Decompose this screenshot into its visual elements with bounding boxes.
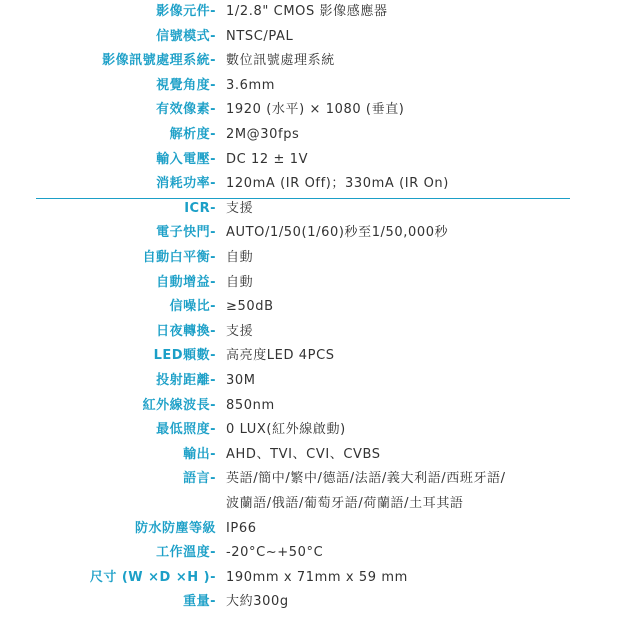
spec-row xyxy=(0,443,620,467)
spec-label: 信噪比- xyxy=(169,299,216,315)
spec-value: IP66 xyxy=(226,520,257,536)
spec-value: 支援 xyxy=(226,200,254,216)
spec-row xyxy=(0,566,620,590)
spec-row xyxy=(0,418,620,442)
spec-row xyxy=(0,394,620,418)
spec-row xyxy=(0,123,620,147)
spec-label: 影像元件- xyxy=(156,4,216,19)
spec-label: 輸入電壓- xyxy=(156,151,216,167)
spec-row xyxy=(0,221,620,245)
spec-value: 支援 xyxy=(226,323,254,339)
spec-row xyxy=(0,590,620,614)
spec-value: 大約300g xyxy=(226,594,289,610)
spec-value: 自動 xyxy=(226,250,254,265)
spec-label: 投射距離- xyxy=(156,373,216,388)
spec-label: 防水防塵等級 xyxy=(134,520,216,536)
spec-label: 最低照度- xyxy=(156,422,216,438)
spec-value: 英語/簡中/繁中/德語/法語/義大利語/西班牙語/ xyxy=(226,471,506,487)
spec-row xyxy=(0,517,620,541)
spec-label: ICR- xyxy=(184,200,216,216)
spec-row xyxy=(0,197,620,221)
spec-label: 尺寸 (W ×D ×H )- xyxy=(89,569,216,585)
spec-value: NTSC/PAL xyxy=(226,28,294,44)
spec-value: 0 LUX(紅外線啟動) xyxy=(226,422,346,438)
spec-label: 影像訊號處理系統- xyxy=(102,53,216,69)
spec-value: 1920 (水平) × 1080 (垂直) xyxy=(226,102,405,118)
spec-value: 1/2.8" CMOS 影像感應器 xyxy=(226,4,388,19)
spec-value: 3.6mm xyxy=(226,77,276,93)
spec-value: 120mA (IR Off)；330mA (IR On) xyxy=(226,176,449,192)
spec-label: 自動白平衡- xyxy=(142,250,216,265)
spec-label: 紅外線波長- xyxy=(142,397,216,413)
spec-row xyxy=(0,49,620,73)
spec-row xyxy=(0,492,620,516)
spec-label: 自動增益- xyxy=(156,274,216,290)
spec-value: -20°C~+50°C xyxy=(226,545,324,561)
spec-row xyxy=(0,74,620,98)
section-divider xyxy=(36,198,570,199)
spec-row xyxy=(0,320,620,344)
spec-row xyxy=(0,0,620,24)
spec-value: 30M xyxy=(226,373,256,388)
spec-label: 電子快門- xyxy=(156,225,216,241)
spec-row xyxy=(0,172,620,196)
spec-label: 有效像素- xyxy=(156,102,216,118)
spec-row xyxy=(0,295,620,319)
spec-value: 波蘭語/俄語/葡萄牙語/荷蘭語/土耳其語 xyxy=(226,496,464,511)
spec-value: ≥50dB xyxy=(226,299,274,315)
spec-label: 輸出- xyxy=(183,446,216,462)
spec-value: AUTO/1/50(1/60)秒至1/50,000秒 xyxy=(226,225,449,241)
spec-row xyxy=(0,467,620,491)
spec-label: 解析度- xyxy=(169,127,216,142)
spec-row xyxy=(0,344,620,368)
spec-row xyxy=(0,271,620,295)
spec-label: 視覺角度- xyxy=(156,77,216,93)
spec-label: LED顆數- xyxy=(153,348,216,364)
spec-label: 工作溫度- xyxy=(156,545,216,561)
spec-row xyxy=(0,148,620,172)
spec-row xyxy=(0,369,620,393)
spec-value: 2M@30fps xyxy=(226,127,300,142)
spec-label: 重量- xyxy=(183,594,216,610)
spec-label: 消耗功率- xyxy=(156,176,216,192)
spec-value: 190mm x 71mm x 59 mm xyxy=(226,569,408,585)
spec-value: AHD、TVI、CVI、CVBS xyxy=(226,446,381,462)
spec-value: 自動 xyxy=(226,274,254,290)
spec-value: 高亮度LED 4PCS xyxy=(226,348,335,364)
spec-row xyxy=(0,246,620,270)
spec-row xyxy=(0,541,620,565)
spec-label: 日夜轉換- xyxy=(156,323,216,339)
spec-row xyxy=(0,25,620,49)
spec-value: DC 12 ± 1V xyxy=(226,151,309,167)
spec-label: 信號模式- xyxy=(156,28,216,44)
spec-row xyxy=(0,98,620,122)
spec-value: 數位訊號處理系統 xyxy=(226,53,335,69)
spec-label: 語言- xyxy=(183,471,216,487)
spec-value: 850nm xyxy=(226,397,275,413)
